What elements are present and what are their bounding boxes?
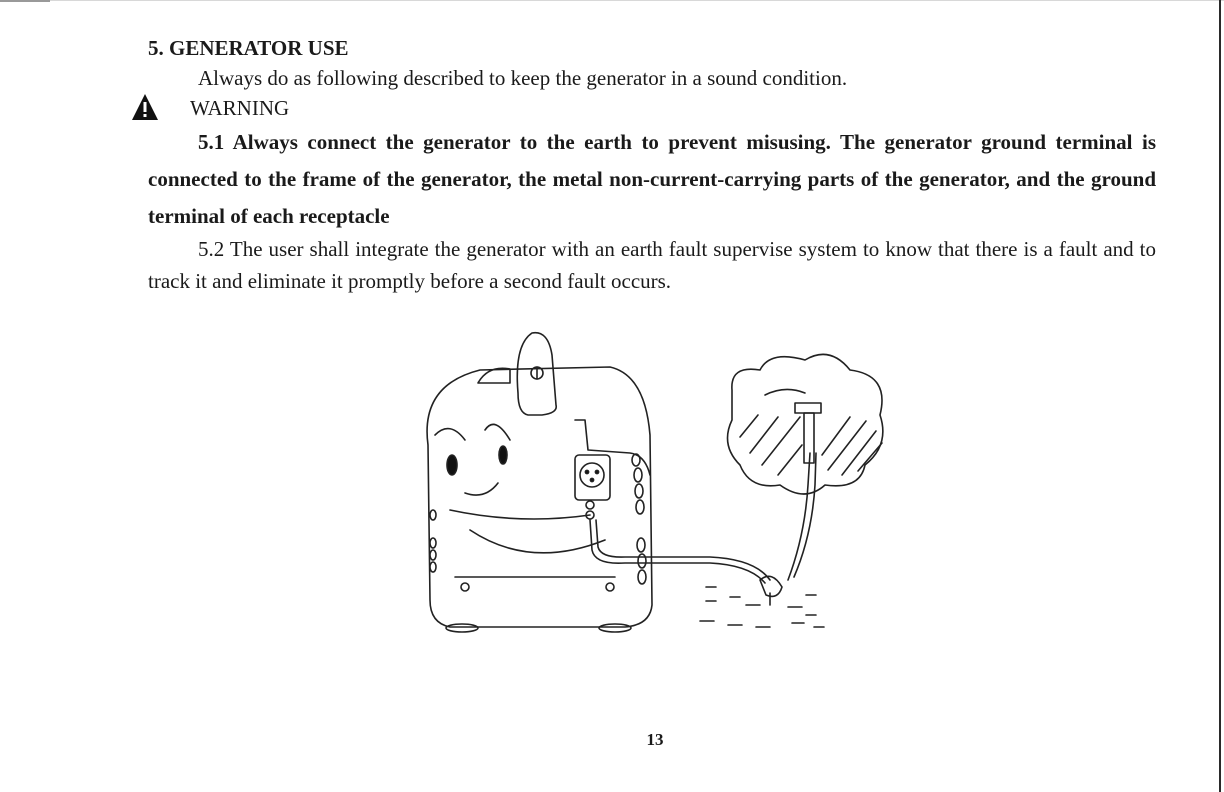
manual-text	[148, 34, 1156, 297]
generator-side-panel	[575, 420, 650, 475]
page-number: 13	[646, 730, 664, 749]
page-corner-mark	[0, 0, 50, 2]
page-right-edge	[1219, 0, 1221, 792]
paragraph-5-1: 5.1 Always connect the generator to the earth to prevent misusing. The generator ground terminal is connected to the frame of the generator, the metal non-current-carrying parts of the generator, and the ground terminal of each receptacle	[148, 130, 1156, 228]
ground-wire	[590, 520, 765, 583]
generator-ground-illustration	[410, 325, 900, 645]
generator-outlet	[580, 463, 604, 487]
warning-row	[148, 94, 1156, 122]
page-top-edge	[0, 0, 1224, 1]
section-heading: 5. GENERATOR USE	[148, 36, 349, 60]
warning-label: WARNING	[190, 96, 290, 120]
warning-triangle-icon	[130, 92, 160, 122]
paragraph-5-2: 5.2 The user shall integrate the generator with an earth fault supervise system to know that there is a fault and to track it and eliminate it promptly before a second fault occurs.	[148, 237, 1156, 293]
ground-clamp	[760, 576, 782, 596]
section-intro: Always do as following described to keep the generator in a sound condition.	[198, 66, 848, 90]
ground-terminal	[586, 501, 594, 509]
